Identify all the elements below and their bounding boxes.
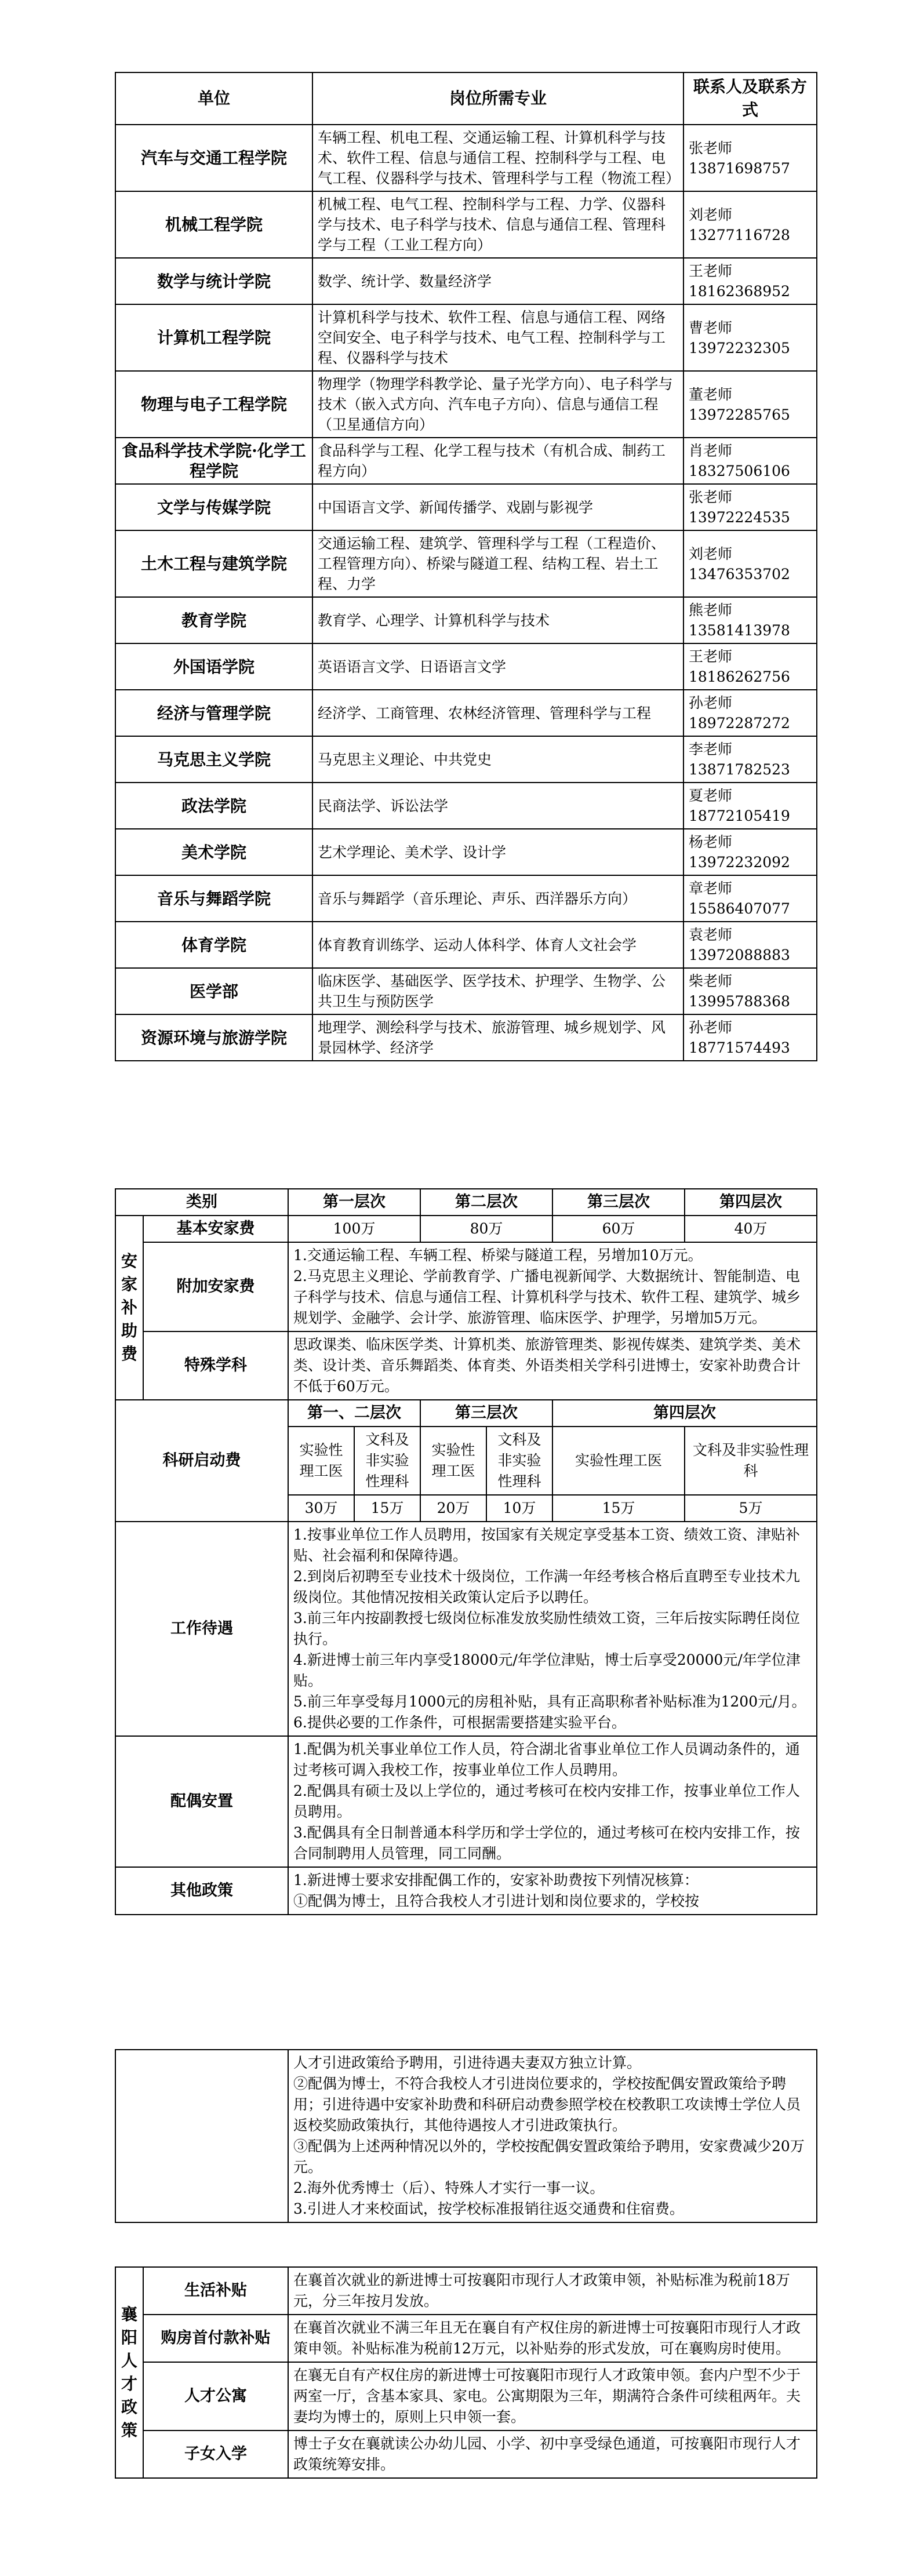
other-continued-row [115,2050,817,2222]
unit-contact [683,484,817,530]
xiangyang-row [115,2362,817,2431]
research-sub-exp-1: 实验性理工医 [288,1427,354,1495]
special-text: 思政课类、临床医学类、计算机类、旅游管理类、影视传媒类、建筑学类、美术类、设计类、音乐舞蹈类、体育类、外语类相关学科引进博士，安家补助费合计不低于60万元。 [288,1331,817,1400]
unit-name: 音乐与舞蹈学院 [115,875,312,922]
research-group-1: 第一、二层次 [288,1400,420,1427]
research-value-3: 20万 [420,1495,486,1522]
contact-name: 曹老师 [689,319,733,336]
contact-phone: 13581413978 [689,622,790,639]
unit-contact [683,968,817,1014]
contact-phone: 13871782523 [689,761,790,778]
unit-majors: 教育学、心理学、计算机科学与技术 [312,597,683,643]
unit-row [115,258,817,304]
unit-row [115,690,817,736]
benefits-table [115,1188,817,1915]
xiangyang-item-label: 购房首付款补贴 [143,2315,288,2362]
contact-phone: 18162368952 [689,283,790,300]
unit-majors: 马克思主义理论、中共党史 [312,736,683,783]
level-4: 第四层次 [685,1189,817,1216]
treatment-text: 1.按事业单位工作人员聘用，按国家有关规定享受基本工资、绩效工资、津贴补贴、社会福利和保障待遇。 2.到岗后初聘至专业技术十级岗位，工作满一年经考核合格后直聘至专业技术九级岗位。其他情况按相关政策认定后予以聘任。 3.前三年内按副教授七级岗位标准发放奖励性绩效工资，三年后按实际聘任岗位执行。 4.新进博士前三年内享受18000元/年学位津贴，博士后享受20000元/年学位津贴。 5.前三年享受每月1000元的房租补贴，具有正高职称者补贴标准为1200元/月。 6.提供必要的工作条件，可根据需要搭建实验平台。 [288,1522,817,1736]
contact-phone: 13871698757 [689,159,790,177]
extra-text: 1.交通运输工程、车辆工程、桥梁与隧道工程，另增加10万元。 2.马克思主义理论、学前教育学、广播电视新闻学、大数据统计、智能制造、电子科学与技术、信息与通信工程、计算机科学与技术、软件工程、建筑学、城乡规划学、金融学、会计学、旅游管理、临床医学、护理学，另增加5万元。 [288,1242,817,1331]
research-group-2: 第三层次 [420,1400,552,1427]
xiangyang-item-text: 博士子女在襄就读公办幼儿园、小学、初中享受绿色通道，可按襄阳市现行人才政策统筹安排。 [288,2431,817,2478]
unit-majors: 物理学（物理学科教学论、量子光学方向）、电子科学与技术（嵌入式方向、汽车电子方向）、信息与通信工程（卫星通信方向） [312,371,683,438]
contact-name: 肖老师 [689,442,733,459]
unit-row [115,597,817,643]
levels-row [115,1189,817,1216]
research-sub-exp-3: 实验性理工医 [552,1427,685,1495]
contact-name: 李老师 [689,741,733,758]
other-continued-empty [115,2050,288,2222]
contact-name: 夏老师 [689,787,733,804]
xiangyang-item-text: 在襄首次就业不满三年且无在襄自有产权住房的新进博士可按襄阳市现行人才政策申领。补贴标准为税前12万元，以补贴券的形式发放，可在襄购房时使用。 [288,2315,817,2362]
unit-majors: 英语语言文学、日语语言文学 [312,643,683,690]
contact-name: 董老师 [689,385,733,403]
contact-phone: 13972224535 [689,509,790,526]
unit-majors: 艺术学理论、美术学、设计学 [312,829,683,875]
unit-row [115,125,817,191]
unit-row [115,530,817,597]
unit-row [115,191,817,258]
unit-name: 经济与管理学院 [115,690,312,736]
xiangyang-policy-table [115,2266,817,2479]
level-2: 第二层次 [420,1189,552,1216]
unit-majors: 地理学、测绘科学与技术、旅游管理、城乡规划学、风景园林学、经济学 [312,1014,683,1061]
contact-name: 刘老师 [689,206,733,223]
unit-name: 资源环境与旅游学院 [115,1014,312,1061]
contact-phone: 18972287272 [689,715,790,732]
special-label: 特殊学科 [143,1331,288,1400]
research-sub-nonexp-2: 文科及非实验性理科 [486,1427,552,1495]
other-text-part2: 人才引进政策给予聘用，引进待遇夫妻双方独立计算。 ②配偶为博士，不符合我校人才引进岗位要求的，学校按配偶安置政策给予聘用；引进待遇中安家补助费和科研启动费参照学校在校教职工攻读博士学位人员返校奖励政策执行，其他待遇按人才引进政策执行。 ③配偶为上述两种情况以外的，学校按配偶安置政策给予聘用，安家费减少20万元。 2.海外优秀博士（后）、特殊人才实行一事一议。 3.引进人才来校面试，按学校标准报销往返交通费和住宿费。 [288,2050,817,2222]
unit-name: 文学与传媒学院 [115,484,312,530]
research-group-3: 第四层次 [552,1400,817,1427]
other-text-part1: 1.新进博士要求安排配偶工作的，安家补助费按下列情况核算： ①配偶为博士，且符合我校人才引进计划和岗位要求的，学校按 [288,1867,817,1915]
unit-contact [683,690,817,736]
unit-majors: 食品科学与工程、化学工程与技术（有机合成、制药工程方向） [312,438,683,484]
unit-name: 政法学院 [115,783,312,829]
research-value-6: 5万 [685,1495,817,1522]
level-3: 第三层次 [552,1189,685,1216]
contact-name: 章老师 [689,880,733,897]
unit-contact [683,438,817,484]
contact-phone: 13277116728 [689,226,790,243]
research-value-1: 30万 [288,1495,354,1522]
unit-majors: 机械工程、电气工程、控制科学与工程、力学、仪器科学与技术、电子科学与技术、信息与通信工程、管理科学与工程（工业工程方向） [312,191,683,258]
unit-contact [683,530,817,597]
unit-contact [683,371,817,438]
unit-contact [683,736,817,783]
unit-contact [683,191,817,258]
spouse-label: 配偶安置 [115,1736,288,1867]
unit-name: 美术学院 [115,829,312,875]
basic-value-4: 40万 [685,1216,817,1242]
unit-row [115,875,817,922]
unit-majors: 体育教育训练学、运动人体科学、体育人文社会学 [312,922,683,968]
research-value-2: 15万 [354,1495,420,1522]
contact-phone: 13972232092 [689,854,790,871]
unit-name: 机械工程学院 [115,191,312,258]
contact-phone: 18772105419 [689,807,790,824]
contact-name: 杨老师 [689,834,733,850]
spouse-text: 1.配偶为机关事业单位工作人员，符合湖北省事业单位工作人员调动条件的，通过考核可调入我校工作，按事业单位工作人员聘用。 2.配偶具有硕士及以上学位的，通过考核可在校内安排工作，按事业单位工作人员聘用。 3.配偶具有全日制普通本科学历和学士学位的，通过考核可在校内安排工作，按合同制聘用人员管理，同工同酬。 [288,1736,817,1867]
unit-row [115,968,817,1014]
unit-row [115,643,817,690]
unit-row [115,736,817,783]
contact-phone: 15586407077 [689,900,790,917]
header-contact: 联系人及联系方式 [683,72,817,125]
xiangyang-item-label: 人才公寓 [143,2362,288,2431]
contact-name: 刘老师 [689,545,733,562]
contact-name: 孙老师 [689,694,733,711]
category-label: 类别 [115,1189,288,1216]
header-majors: 岗位所需专业 [312,72,683,125]
research-head-row [115,1400,817,1427]
treatment-row [115,1522,817,1736]
unit-row [115,922,817,968]
unit-majors: 临床医学、基础医学、医学技术、护理学、生物学、公共卫生与预防医学 [312,968,683,1014]
research-value-5: 15万 [552,1495,685,1522]
unit-contact [683,643,817,690]
xiangyang-item-label: 生活补贴 [143,2267,288,2315]
unit-name: 教育学院 [115,597,312,643]
research-sub-nonexp-1: 文科及非实验性理科 [354,1427,420,1495]
units-table [115,72,817,1061]
basic-value-2: 80万 [420,1216,552,1242]
xiangyang-row [115,2315,817,2362]
basic-value-3: 60万 [552,1216,685,1242]
header-unit: 单位 [115,72,312,125]
unit-majors: 音乐与舞蹈学（音乐理论、声乐、西洋器乐方向） [312,875,683,922]
contact-name: 张老师 [689,489,733,505]
unit-majors: 车辆工程、机电工程、交通运输工程、计算机科学与技术、软件工程、信息与通信工程、控制科学与工程、电气工程、仪器科学与技术、管理科学与工程（物流工程） [312,125,683,191]
other-row [115,1867,817,1915]
basic-row [115,1216,817,1242]
contact-name: 孙老师 [689,1019,733,1036]
unit-name: 医学部 [115,968,312,1014]
other-policy-continued-table [115,2049,817,2223]
unit-contact [683,1014,817,1061]
unit-contact [683,125,817,191]
contact-name: 王老师 [689,263,733,279]
unit-name: 数学与统计学院 [115,258,312,304]
spouse-row [115,1736,817,1867]
level-1: 第一层次 [288,1189,420,1216]
unit-row [115,438,817,484]
research-sub-exp-2: 实验性理工医 [420,1427,486,1495]
unit-majors: 中国语言文学、新闻传播学、戏剧与影视学 [312,484,683,530]
research-value-4: 10万 [486,1495,552,1522]
unit-row [115,371,817,438]
unit-row [115,304,817,371]
unit-row [115,1014,817,1061]
contact-phone: 18327506106 [689,463,790,479]
contact-phone: 18186262756 [689,668,790,685]
unit-name: 土木工程与建筑学院 [115,530,312,597]
unit-name: 马克思主义学院 [115,736,312,783]
contact-name: 柴老师 [689,973,733,989]
contact-phone: 13972285765 [689,406,790,423]
unit-majors: 经济学、工商管理、农林经济管理、管理科学与工程 [312,690,683,736]
subsidy-group-label: 安家补助费 [115,1216,143,1400]
contact-name: 王老师 [689,648,733,665]
unit-majors: 数学、统计学、数量经济学 [312,258,683,304]
xiangyang-item-text: 在襄无自有产权住房的新进博士可按襄阳市现行人才政策申领。套内户型不少于两室一厅，含基本家具、家电。公寓期限为三年，期满符合条件可续租两年。夫妻均为博士的，原则上只申领一套。 [288,2362,817,2431]
contact-name: 张老师 [689,139,733,157]
extra-label: 附加安家费 [143,1242,288,1331]
xiangyang-row [115,2267,817,2315]
unit-contact [683,829,817,875]
unit-row [115,829,817,875]
unit-row [115,484,817,530]
unit-contact [683,875,817,922]
unit-name: 体育学院 [115,922,312,968]
basic-value-1: 100万 [288,1216,420,1242]
xiangyang-item-label: 子女入学 [143,2431,288,2478]
unit-contact [683,304,817,371]
unit-contact [683,597,817,643]
contact-phone: 13995788368 [689,993,790,1010]
contact-name: 袁老师 [689,926,733,943]
unit-contact [683,783,817,829]
unit-majors: 交通运输工程、建筑学、管理科学与工程（工程造价、工程管理方向）、桥梁与隧道工程、结构工程、岩土工程、力学 [312,530,683,597]
treatment-label: 工作待遇 [115,1522,288,1736]
basic-label: 基本安家费 [143,1216,288,1242]
unit-contact [683,922,817,968]
contact-phone: 13972088883 [689,947,790,963]
unit-name: 物理与电子工程学院 [115,371,312,438]
contact-phone: 18771574493 [689,1039,790,1056]
units-header-row [115,72,817,125]
research-label: 科研启动费 [115,1400,288,1522]
research-sub-nonexp-3: 文科及非实验性理科 [685,1427,817,1495]
xiangyang-item-text: 在襄首次就业的新进博士可按襄阳市现行人才政策申领，补贴标准为税前18万元，分三年按月发放。 [288,2267,817,2315]
unit-name: 食品科学技术学院·化学工程学院 [115,438,312,484]
contact-name: 熊老师 [689,602,733,618]
special-row [115,1331,817,1400]
xiangyang-group-label: 襄阳人才政策 [115,2267,143,2478]
contact-phone: 13476353702 [689,565,790,583]
contact-phone: 13972232305 [689,339,790,356]
unit-majors: 民商法学、诉讼法学 [312,783,683,829]
unit-name: 外国语学院 [115,643,312,690]
extra-row [115,1242,817,1331]
unit-name: 计算机工程学院 [115,304,312,371]
unit-majors: 计算机科学与技术、软件工程、信息与通信工程、网络空间安全、电子科学与技术、电气工程、控制科学与工程、仪器科学与技术 [312,304,683,371]
other-label: 其他政策 [115,1867,288,1915]
unit-name: 汽车与交通工程学院 [115,125,312,191]
xiangyang-row [115,2431,817,2478]
unit-contact [683,258,817,304]
unit-row [115,783,817,829]
